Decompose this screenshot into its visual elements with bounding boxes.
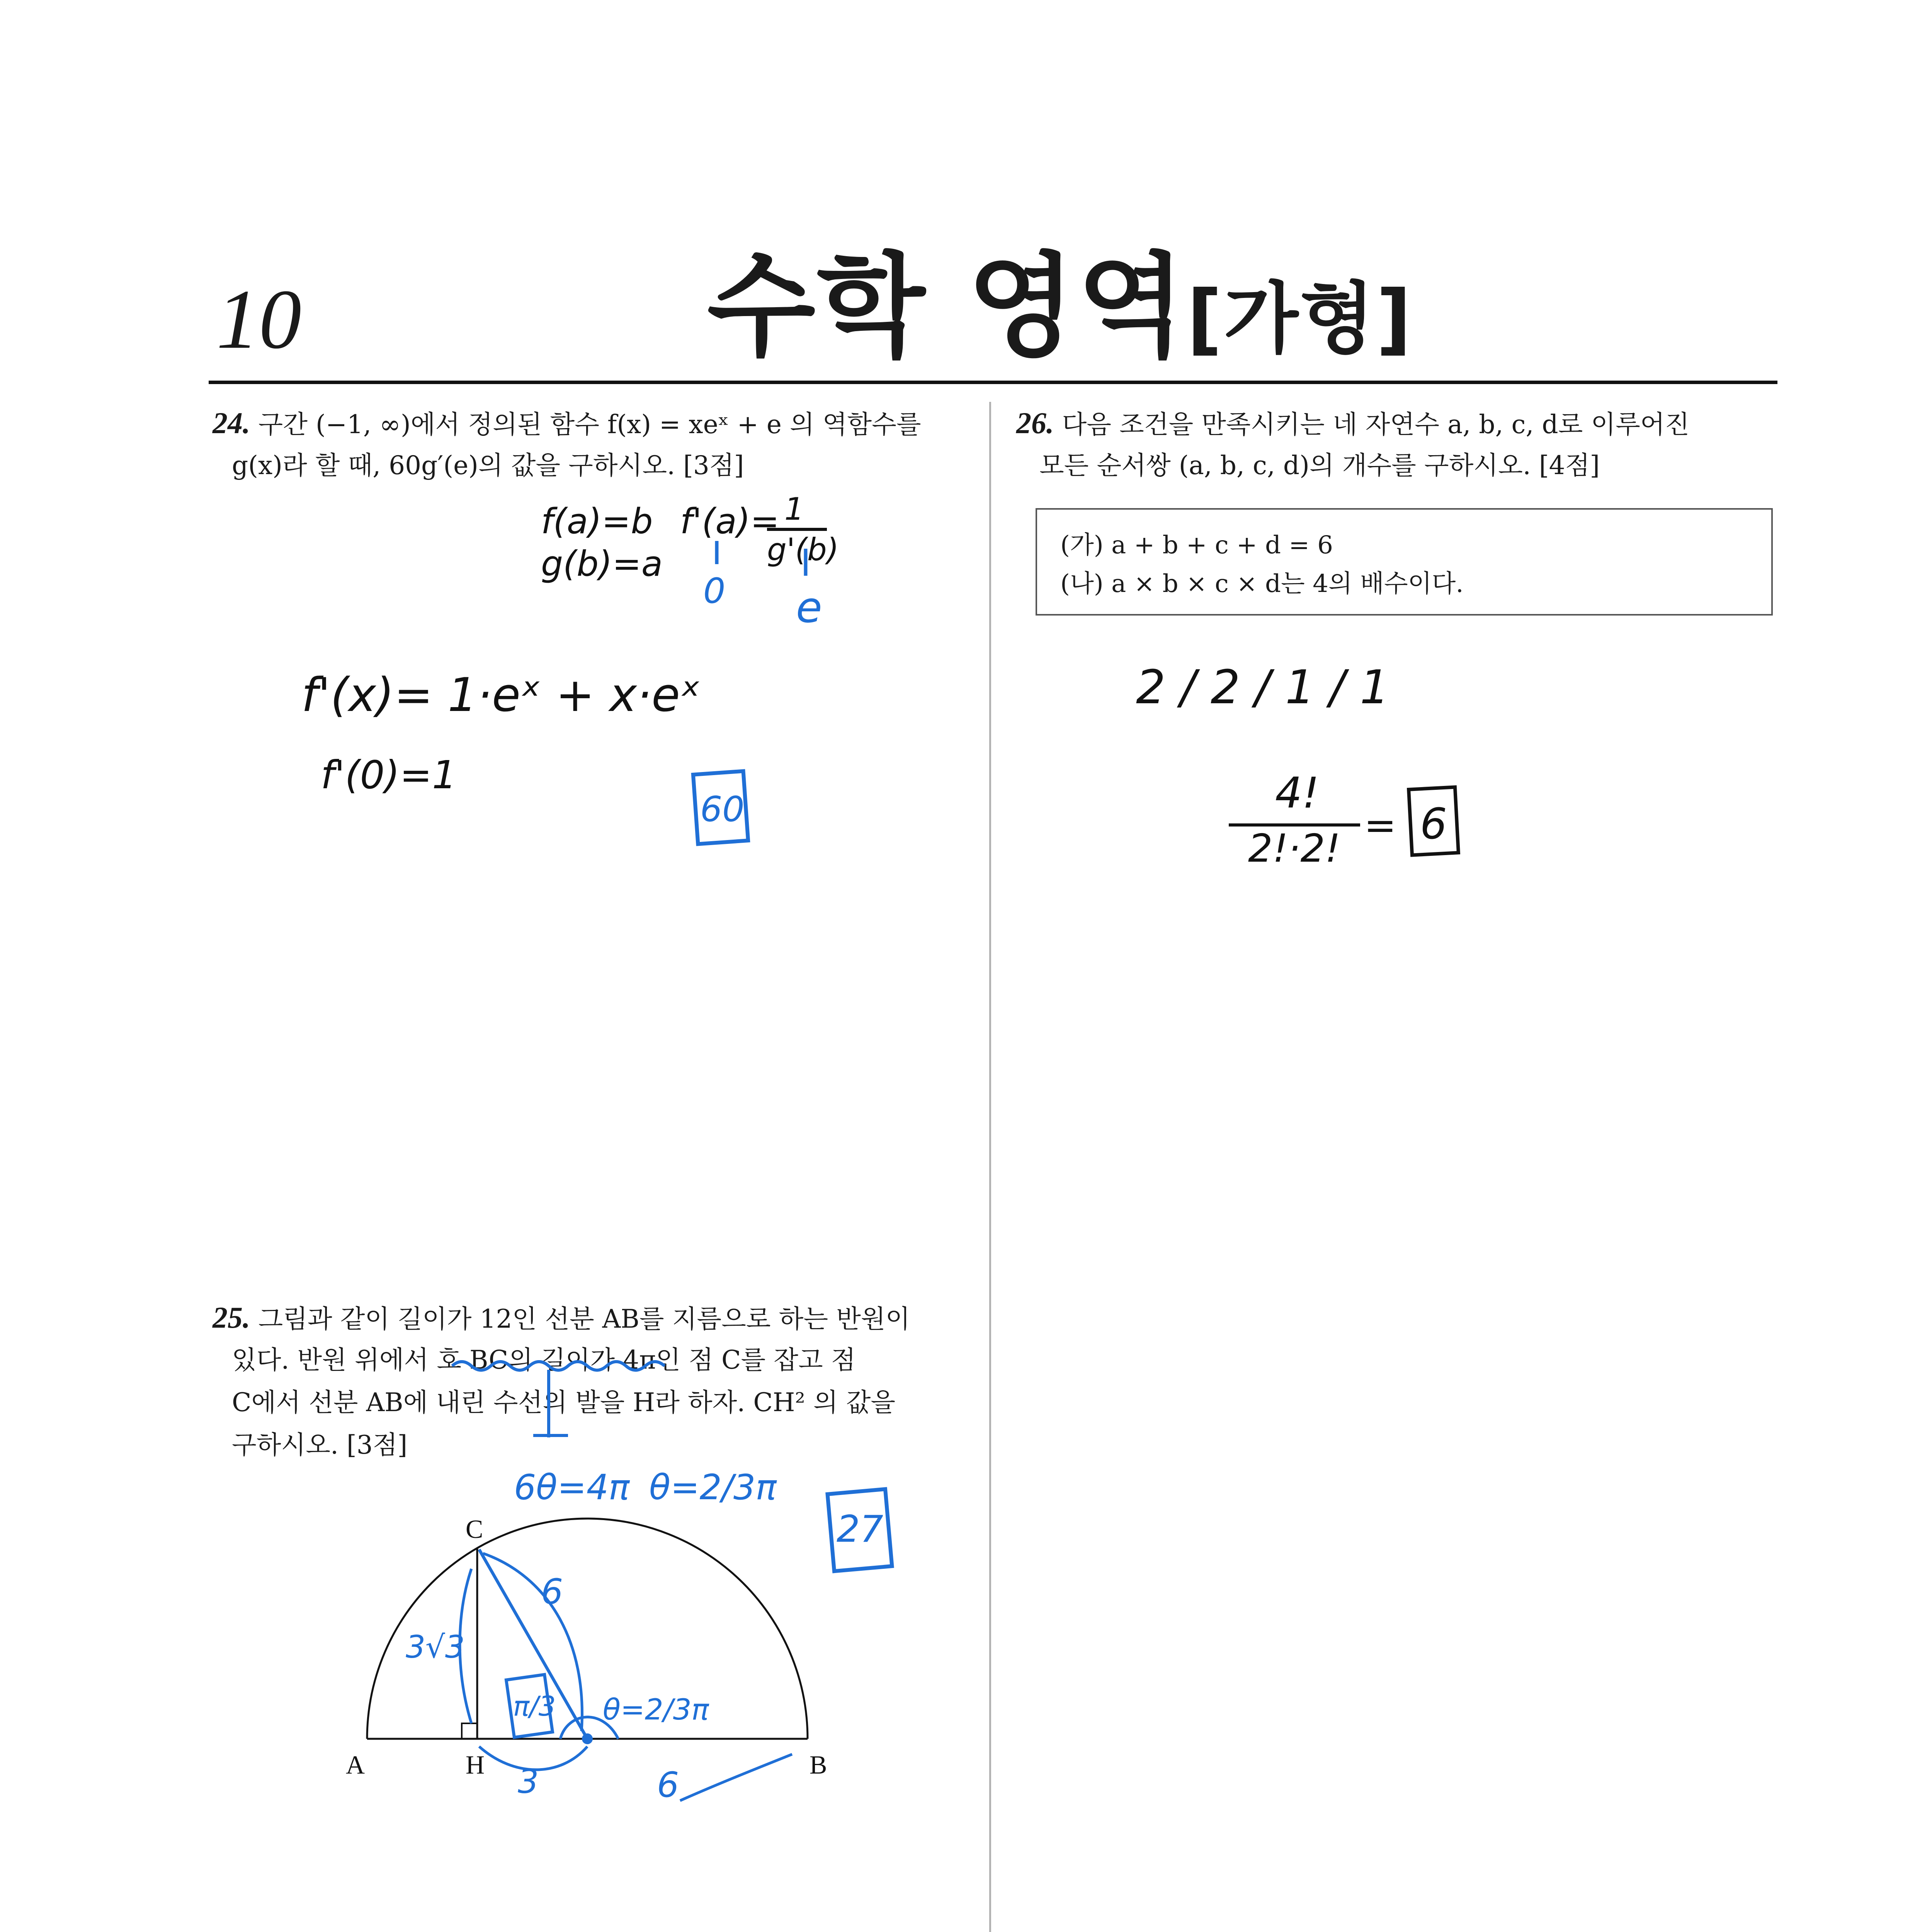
q25-note-6theta: 6θ=4π [514,1467,630,1508]
q26-note-equals: = [1364,803,1396,848]
title-main: 수학 영역 [707,242,1187,372]
q26-note-denominator: 2!·2! [1248,826,1341,871]
q24-answer: 60 [700,789,745,830]
q24-note-gba: g(b)=a [541,544,663,584]
question-24-number: 24. [213,406,250,440]
label-C: C [466,1514,483,1544]
condition-na: (나) a × b × c × d는 4의 배수이다. [1060,570,1464,598]
question-26-line2: 모든 순서쌍 (a, b, c, d)의 개수를 구하시오. [4점] [1039,451,1600,480]
q24-note-zero: 0 [703,571,726,611]
q25-underline [452,1362,665,1370]
q25-note-radius-6: 6 [541,1571,563,1612]
label-B: B [810,1750,827,1779]
question-25-line3: C에서 선분 AB에 내린 수선의 발을 H라 하자. CH² 의 값을 [232,1388,896,1417]
q25-note-6: 6 [657,1765,679,1805]
q24-note-e: e [796,583,822,632]
question-25-line4: 구하시오. [3점] [232,1430,408,1460]
q24-note-gpb: g'(b) [767,532,839,568]
question-25-number: 25. [213,1301,250,1334]
question-25-line1: 그림과 같이 길이가 12인 선분 AB를 지름으로 하는 반원이 [258,1304,910,1334]
q25-note-3root3: 3√3 [406,1629,465,1665]
condition-ga: (가) a + b + c + d = 6 [1060,531,1333,560]
page-number: 10 [216,272,301,366]
question-25-line2: 있다. 반원 위에서 호 BC의 길이가 4π인 점 C를 잡고 점 [232,1345,856,1375]
right-angle-mark [462,1723,477,1739]
question-24-line1: 구간 (−1, ∞)에서 정의된 함수 f(x) = xeˣ + e 의 역함수를 [258,410,921,439]
label-H: H [466,1750,485,1779]
q24-note-one: 1 [784,491,804,527]
q24-note-fab: f(a)=b [541,501,653,542]
title-subtitle: [가형] [1187,274,1413,364]
question-24-line2: g(x)라 할 때, 60g′(e)의 값을 구하시오. [3점] [232,451,744,480]
q25-note-3: 3 [518,1763,539,1801]
question-26-line1: 다음 조건을 만족시키는 네 자연수 a, b, c, d로 이루어진 [1062,410,1690,439]
q26-note-4fact: 4! [1275,768,1320,818]
q24-note-fp0: f'(0)=1 [321,752,457,798]
q24-note-derivative: f'(x)= 1·eˣ + x·eˣ [301,668,701,722]
q25-note-angle: θ=2/3π [603,1692,709,1726]
q25-pointer [533,1370,568,1437]
q26-note-partition: 2 / 2 / 1 / 1 [1136,661,1389,714]
q24-note-fpa: f'(a)= [680,501,780,542]
label-A: A [346,1750,365,1779]
question-26-number: 26. [1016,406,1054,440]
q25-answer: 27 [837,1508,883,1551]
q25-note-theta: θ=2/3π [649,1467,777,1508]
semicircle-arc [367,1519,808,1739]
q25-note-pi3: π/3 [513,1690,556,1722]
q26-answer: 6 [1420,799,1447,849]
brace-OB [680,1754,792,1801]
